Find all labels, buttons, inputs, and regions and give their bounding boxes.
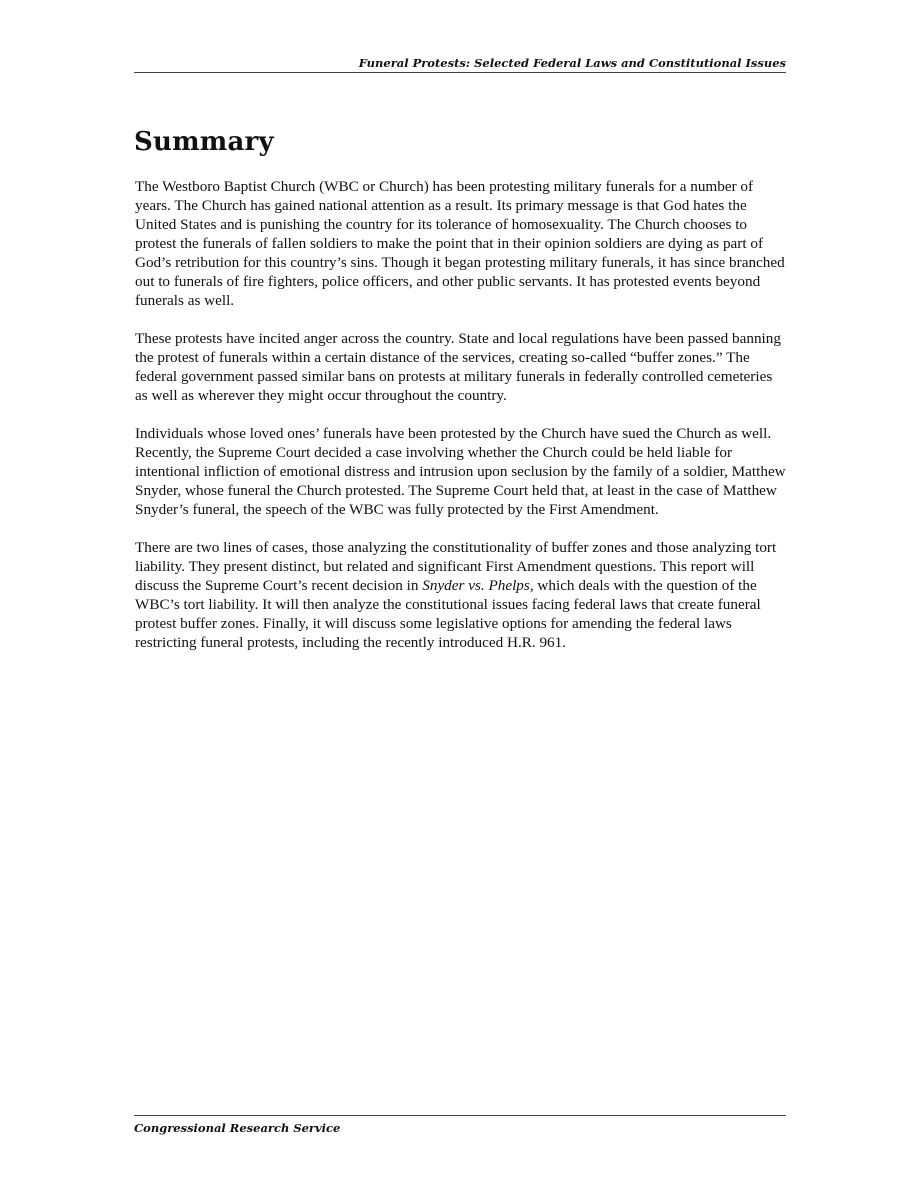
summary-paragraph-3: Individuals whose loved ones’ funerals have been protested by the Church have sued the Church as well. Recently, the Supreme Court decided a case involving whether the Church could be held liable for intentional infliction of emotional distress and intrusion upon seclusion by the family of a soldier, Matthew Snyder, whose funeral the Church protested. The Supreme Court held that, at least in the case of Matthew Snyder’s funeral, the speech of the WBC was fully protected by the First Amendment. [135,425,786,518]
footer-rule [134,1115,786,1116]
summary-body [135,177,787,671]
running-footer: Congressional Research Service [134,1121,341,1135]
summary-heading: Summary [134,127,274,157]
summary-paragraph-4 [135,538,787,652]
summary-paragraph-1: The Westboro Baptist Church (WBC or Church) has been protesting military funerals for a number of years. The Church has gained national attention as a result. Its primary message is that God hates the United States and is punishing the country for its tolerance of homosexuality. The Church chooses to protest the funerals of fallen soldiers to make the point that in their opinion soldiers are dying as part of God’s retribution for this country’s sins. Though it began protesting military funerals, it has since branched out to funerals of fire fighters, police officers, and other public servants. It has protested events beyond funerals as well. [135,178,785,309]
paragraph-4-text-after-case: , which deals with the question of the WBC’s tort liability. It will then analyze the constitutional issues facing federal laws that create funeral protest buffer zones. Finally, it will discuss some legislative options for amending the federal laws restricting funeral protests, including the recently introduced H.R. 961. [135,577,761,651]
header-rule [134,72,786,73]
paragraph-4-text-before-case: There are two lines of cases, those analyzing the constitutionality of buffer zones and those analyzing tort liability. They present distinct, but related and significant First Amendment questions. This report will discuss the Supreme Court’s recent decision in [135,539,777,594]
case-name-italic: Snyder vs. Phelps [422,577,530,594]
running-header: Funeral Protests: Selected Federal Laws and Constitutional Issues [358,56,786,70]
summary-paragraph-2: These protests have incited anger across the country. State and local regulations have been passed banning the protest of funerals within a certain distance of the services, creating so-called “buffer zones.” The federal government passed similar bans on protests at military funerals in federally controlled cemeteries as well as wherever they might occur throughout the country. [135,330,781,404]
